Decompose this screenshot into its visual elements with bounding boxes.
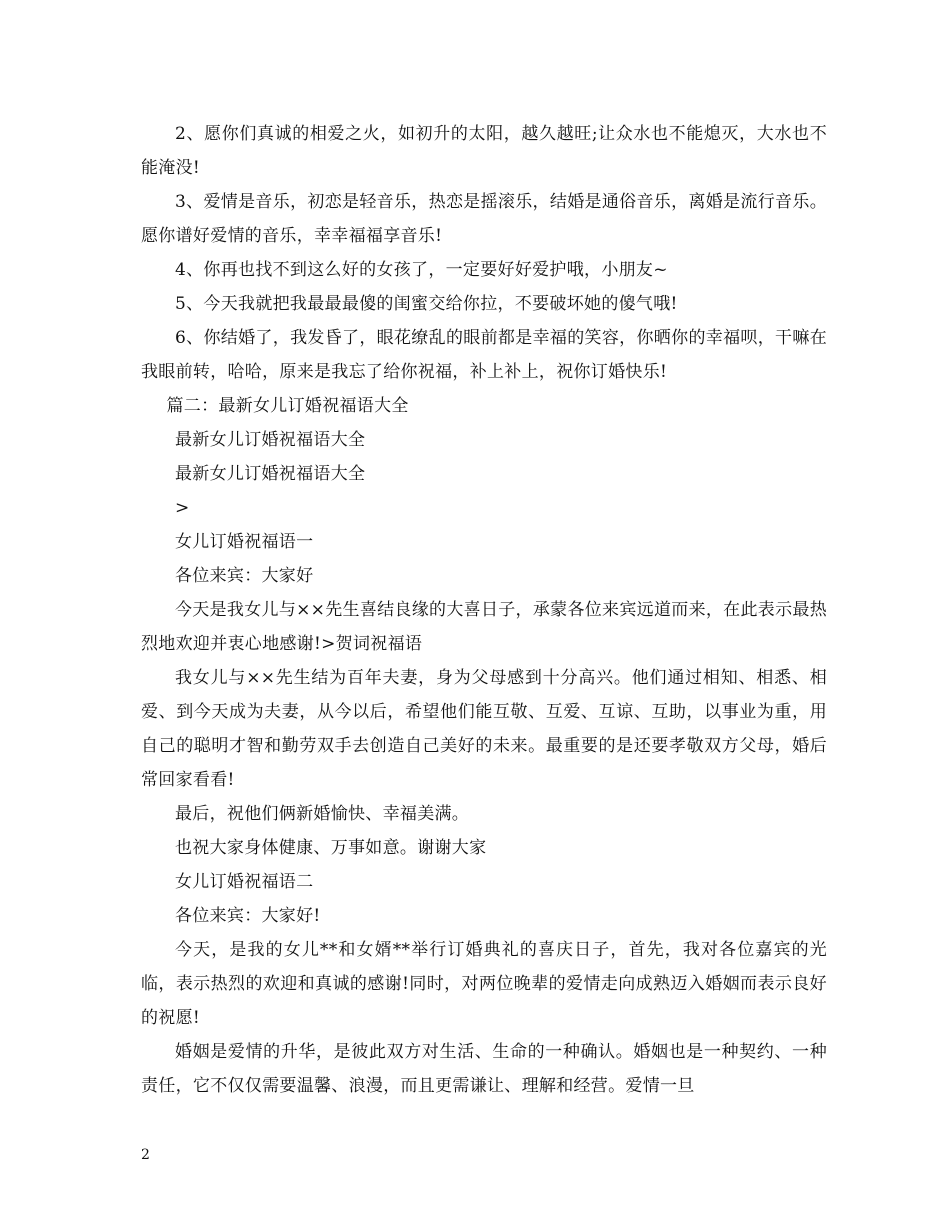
page-number: 2 [141, 1147, 150, 1163]
body-text [141, 117, 827, 1103]
arrow-line: > [175, 498, 190, 518]
paragraph: 婚姻是爱情的升华，是彼此双方对生活、生命的一种确认。婚姻也是一种契约、一种责任，它不仅仅需要温馨、浪漫，而且更需谦让、理解和经营。爱情一旦 [141, 1042, 827, 1096]
subheading: 女儿订婚祝福语二 [175, 872, 314, 892]
paragraph: 2、愿你们真诚的相爱之火，如初升的太阳，越久越旺;让众水也不能熄灭，大水也不能淹没! [141, 124, 827, 178]
section-heading: 篇二：最新女儿订婚祝福语大全 [166, 396, 409, 416]
heading-line: 最新女儿订婚祝福语大全 [175, 464, 366, 484]
paragraph: 今天，是我的女儿**和女婿**举行订婚典礼的喜庆日子，首先，我对各位嘉宾的光临，表示热烈的欢迎和真诚的感谢!同时，对两位晚辈的爱情走向成熟迈入婚姻而表示良好的祝愿! [141, 940, 827, 1028]
paragraph: 我女儿与××先生结为百年夫妻，身为父母感到十分高兴。他们通过相知、相悉、相爱、到今天成为夫妻，从今以后，希望他们能互敬、互爱、互谅、互助，以事业为重，用自己的聪明才智和勤劳双手去创造自己美好的未来。最重要的是还要孝敬双方父母，婚后常回家看看! [141, 668, 827, 790]
paragraph: 也祝大家身体健康、万事如意。谢谢大家 [175, 838, 487, 858]
paragraph: 最后，祝他们俩新婚愉快、幸福美满。 [175, 804, 470, 824]
subheading: 女儿订婚祝福语一 [175, 532, 314, 552]
salutation: 各位来宾：大家好 [175, 566, 314, 586]
paragraph: 3、爱情是音乐，初恋是轻音乐，热恋是摇滚乐，结婚是通俗音乐，离婚是流行音乐。愿你谱好爱情的音乐，幸幸福福享音乐! [141, 192, 827, 246]
paragraph: 5、今天我就把我最最最傻的闺蜜交给你拉，不要破坏她的傻气哦! [175, 294, 678, 314]
salutation: 各位来宾：大家好! [175, 906, 321, 926]
paragraph: 6、你结婚了，我发昏了，眼花缭乱的眼前都是幸福的笑容，你晒你的幸福呗，干嘛在我眼前转，哈哈，原来是我忘了给你祝福，补上补上，祝你订婚快乐! [141, 328, 827, 382]
heading-line: 最新女儿订婚祝福语大全 [175, 430, 366, 450]
paragraph: 今天是我女儿与××先生喜结良缘的大喜日子，承蒙各位来宾远道而来，在此表示最热烈地欢迎并衷心地感谢!>贺词祝福语 [141, 600, 827, 654]
paragraph: 4、你再也找不到这么好的女孩了，一定要好好爱护哦，小朋友~ [175, 260, 668, 280]
